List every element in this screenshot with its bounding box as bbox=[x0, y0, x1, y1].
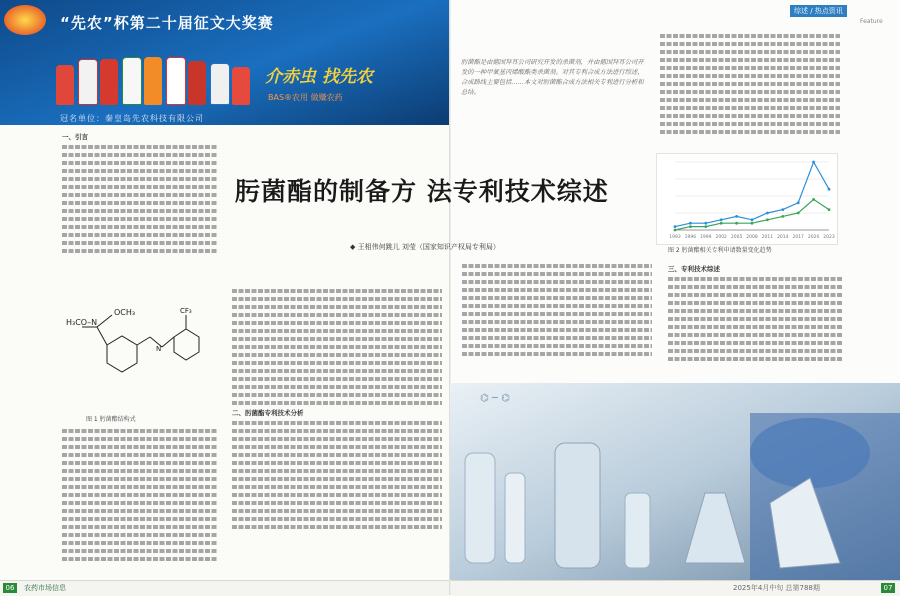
left-footer bbox=[0, 580, 449, 596]
svg-text:OCH₃: OCH₃ bbox=[114, 308, 136, 317]
patent-trend-chart bbox=[656, 153, 838, 245]
right-column-top bbox=[660, 30, 840, 150]
data-point bbox=[781, 208, 784, 211]
data-point bbox=[735, 222, 738, 225]
data-point bbox=[689, 225, 692, 228]
x-tick-label: 2014 bbox=[777, 235, 789, 240]
x-tick-label: 2002 bbox=[715, 235, 727, 240]
banner-title: “先农”杯第二十届征文大奖赛 bbox=[60, 14, 274, 32]
right-column-side bbox=[668, 262, 843, 382]
data-point bbox=[797, 201, 800, 204]
data-point bbox=[735, 215, 738, 218]
data-point bbox=[812, 161, 815, 164]
x-tick-label: 1996 bbox=[684, 235, 697, 240]
x-tick-label: 1999 bbox=[700, 235, 712, 240]
banner-slogan: 介赤虫 找先农 bbox=[265, 67, 373, 87]
left-column-1 bbox=[62, 130, 217, 270]
figure-2-caption: 图 2 肟菌酯相关专利申请数量变化趋势 bbox=[668, 247, 772, 254]
svg-text:CF₃: CF₃ bbox=[180, 307, 192, 315]
x-tick-label: 2023 bbox=[823, 235, 835, 240]
laboratory-photo bbox=[450, 383, 900, 580]
left-column-2 bbox=[62, 425, 217, 575]
data-point bbox=[828, 208, 831, 211]
article-headline: 肟菌酯的制备方 法专利技术综述 bbox=[235, 177, 609, 206]
xiannong-logo-icon bbox=[4, 5, 46, 35]
contest-banner[interactable] bbox=[0, 0, 449, 125]
x-tick-label: 2020 bbox=[807, 235, 820, 240]
x-tick-label: 2008 bbox=[746, 235, 758, 240]
product-bottles-image bbox=[56, 55, 261, 105]
section-tag-sub: Feature bbox=[860, 18, 883, 25]
magazine-name: 农药市场信息 bbox=[24, 584, 66, 592]
figure-1-caption: 图 1 肟菌酯结构式 bbox=[86, 416, 136, 423]
data-point bbox=[674, 229, 677, 232]
section-heading-2: 二、肟菌酯专利技术分析 bbox=[232, 409, 304, 417]
section-heading-3: 三、专利技术综述 bbox=[668, 265, 720, 273]
x-tick-label: 2005 bbox=[730, 235, 743, 240]
data-point bbox=[720, 218, 723, 221]
data-point bbox=[674, 225, 677, 228]
left-column-3 bbox=[232, 285, 442, 575]
data-point bbox=[704, 225, 707, 228]
right-column-mid bbox=[462, 260, 652, 380]
banner-subtitle: BAS®农用 做赚农药 bbox=[268, 93, 343, 102]
article-byline: ◆ 王相伟何跳儿 刘莹（国家知识产权局专利局） bbox=[350, 243, 500, 251]
right-page-number: 07 bbox=[881, 583, 895, 593]
svg-text:H₃CO–N: H₃CO–N bbox=[66, 318, 98, 327]
data-point bbox=[751, 222, 754, 225]
x-tick-label: 2017 bbox=[792, 235, 804, 240]
series-line bbox=[675, 162, 829, 227]
series-line bbox=[675, 199, 829, 230]
left-page-number: 06 bbox=[3, 583, 17, 593]
section-tag: 综述 / 热点资讯 bbox=[790, 5, 847, 17]
x-tick-label: 1993 bbox=[669, 235, 681, 240]
data-point bbox=[704, 222, 707, 225]
data-point bbox=[689, 222, 692, 225]
data-point bbox=[766, 212, 769, 215]
banner-sponsor: 冠名单位：秦皇岛先农科技有限公司 bbox=[60, 114, 204, 123]
trifloxystrobin-structure bbox=[62, 275, 212, 400]
x-tick-label: 2011 bbox=[761, 235, 774, 240]
data-point bbox=[828, 188, 831, 191]
section-heading: 一、引言 bbox=[62, 133, 88, 141]
svg-text:N: N bbox=[156, 345, 162, 353]
data-point bbox=[751, 218, 754, 221]
data-point bbox=[720, 222, 723, 225]
data-point bbox=[766, 218, 769, 221]
data-point bbox=[781, 215, 784, 218]
data-point bbox=[812, 198, 815, 201]
right-footer bbox=[451, 580, 900, 596]
article-abstract: 肟菌酯是由德国拜耳公司研究开发的杀菌剂，并由德国拜耳公司开发的一种甲氧基丙烯酸酯类杀菌剂。对其专利合成方法进行综述，合成路线主要包括……本文对肟菌酯合成方法相关专利进行分析和总结。 bbox=[461, 59, 644, 96]
issue-info: 2025年4月中旬 总第788期 bbox=[733, 584, 820, 592]
svg-text:⌬ ─ ⌬: ⌬ ─ ⌬ bbox=[480, 393, 510, 404]
data-point bbox=[797, 212, 800, 215]
